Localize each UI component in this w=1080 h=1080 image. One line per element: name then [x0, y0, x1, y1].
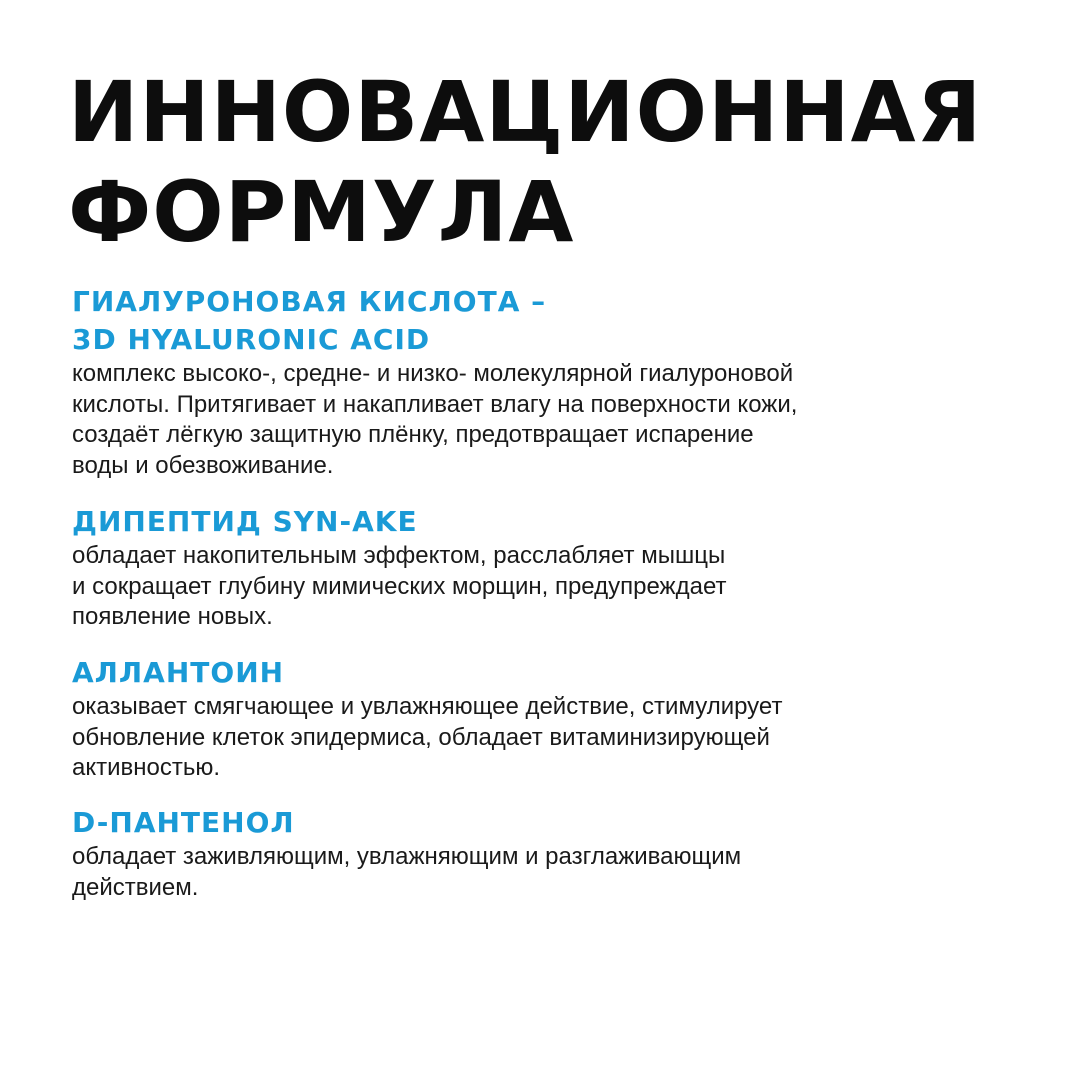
- description-line-1: комплекс высоко-, средне- и низко- молекулярной гиалуроновой: [72, 360, 794, 387]
- ingredient-allantoin: [72, 654, 972, 784]
- description-line-3: активностью.: [72, 754, 221, 781]
- description-line-3: появление новых.: [72, 603, 273, 630]
- ingredient-description: [72, 842, 972, 903]
- ingredient-description: [72, 692, 972, 784]
- description-line-1: обладает накопительным эффектом, расслабляет мышцы: [72, 542, 726, 569]
- description-line-2: и сокращает глубину мимических морщин, предупреждает: [72, 572, 727, 600]
- title-line-2: ФОРМУЛА: [68, 163, 575, 261]
- description-line-4: воды и обезвоживание.: [72, 451, 334, 479]
- heading-line-1: ДИПЕПТИД SYN-AKE: [72, 505, 418, 538]
- title-line-1: ИННОВАЦИОННАЯ: [68, 63, 983, 161]
- heading-line-1: ГИАЛУРОНОВАЯ КИСЛОТА –: [72, 285, 547, 318]
- heading-line-1: АЛЛАНТОИН: [72, 656, 285, 689]
- description-line-1: оказывает смягчающее и увлажняющее действие, стимулирует: [72, 693, 783, 720]
- ingredient-d-panthenol: [72, 804, 972, 903]
- ingredient-description: [72, 359, 972, 481]
- ingredient-description: [72, 541, 972, 633]
- description-line-2: кислоты. Притягивает и накапливает влагу на поверхности кожи,: [72, 390, 798, 418]
- ingredient-heading: [72, 283, 972, 359]
- ingredient-heading: [72, 804, 972, 842]
- ingredient-dipeptide-syn-ake: [72, 503, 972, 633]
- description-line-1: обладает заживляющим, увлажняющим и разглаживающим: [72, 843, 742, 870]
- description-line-3: создаёт лёгкую защитную плёнку, предотвращает испарение: [72, 421, 754, 448]
- description-line-2: действием.: [72, 873, 199, 901]
- description-line-2: обновление клеток эпидермиса, обладает витаминизирующей: [72, 723, 770, 751]
- ingredient-heading: [72, 503, 972, 541]
- ingredient-heading: [72, 654, 972, 692]
- heading-line-2: 3D HYALURONIC ACID: [72, 323, 431, 356]
- heading-line-1: D-ПАНТЕНОЛ: [72, 806, 295, 839]
- ingredient-hyaluronic-acid: [72, 283, 972, 481]
- page-title: [68, 62, 1028, 262]
